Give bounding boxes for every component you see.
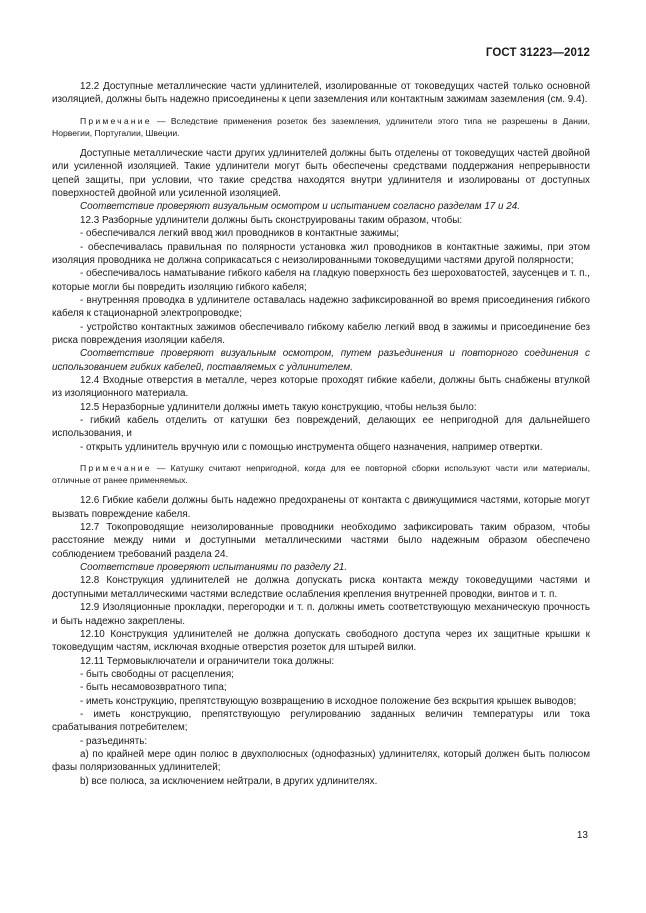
list-item: - обеспечивалась правильная по полярности установка жил проводников в контактные зажимы, при этом изоляция проводника не должна соприкасаться с неизолированными токоведущими частями другой полярности; bbox=[52, 241, 590, 266]
list-item: - разъединять: bbox=[80, 735, 148, 747]
paragraph-12-4: 12.4 Входные отверстия в металле, через которые проходят гибкие кабели, должны быть снабжены втулкой из изоляционного материала. bbox=[52, 374, 590, 400]
list-item: b) все полюса, за исключением нейтрали, в других удлинителях. bbox=[80, 775, 378, 787]
paragraph-12-5: 12.5 Неразборные удлинители должны иметь такую конструкцию, чтобы нельзя было: bbox=[80, 401, 477, 413]
compliance-check-3: Соответствие проверяют испытаниями по разделу 21. bbox=[80, 562, 348, 574]
list-item: - быть свободны от расцепления; bbox=[80, 668, 234, 680]
list-item: - обеспечивалось наматывание гибкого кабеля на гладкую поверхность без шероховатостей, заусенцев и т. п., которые могли бы повредить изоляцию гибкого кабеля; bbox=[52, 268, 590, 293]
list-item: - обеспечивался легкий ввод жил проводников в контактные зажимы; bbox=[80, 228, 399, 240]
paragraph-12-8: 12.8 Конструкция удлинителей не должна допускать риска контакта между токоведущими частями и доступными металлическими частями вследствие ослабления крепления внутренней проводки, винтов и т. п. bbox=[52, 575, 590, 600]
paragraph-12-6: 12.6 Гибкие кабели должны быть надежно предохранены от контакта с движущимися частями, которые могут вызвать повреждение кабеля. bbox=[52, 495, 590, 520]
list-item: - устройство контактных зажимов обеспечивало гибкому кабелю легкий ввод в зажимы и присоединение без риска повреждения изоляции кабеля. bbox=[52, 321, 590, 346]
page-number: 13 bbox=[576, 830, 588, 841]
compliance-check-1: Соответствие проверяют визуальным осмотром и испытанием согласно разделам 17 и 24. bbox=[80, 201, 521, 213]
paragraph-12-10: 12.10 Конструкция удлинителей не должна допускать свободного доступа через их защитные крышки к токоведущим частям, исключая входные отверстия розеток для штырей вилки. bbox=[52, 628, 590, 654]
note-1: Примечание — Вследствие применения розеток без заземления, удлинители этого типа не разрешены в Дании, Норвегии, Португалии, Швеции. bbox=[52, 115, 590, 138]
compliance-check-2: Соответствие проверяют визуальным осмотром, путем разъединения и повторного соединения с использованием гибких кабелей, поставляемых с удлинителем. bbox=[52, 348, 590, 373]
list-item: - иметь конструкцию, препятствующую регулированию заданных величин температуры или тока срабатывания потребителем; bbox=[52, 708, 590, 734]
paragraph-12-3: 12.3 Разборные удлинители должны быть сконструированы таким образом, чтобы: bbox=[80, 214, 463, 226]
note-label: Примечание bbox=[80, 463, 152, 473]
standard-header: ГОСТ 31223—2012 bbox=[485, 47, 590, 59]
list-item: - иметь конструкцию, препятствующую возвращению в исходное положение без вскрытия крышек выводов; bbox=[80, 695, 577, 707]
list-item: - быть несамовозвратного типа; bbox=[80, 682, 227, 694]
list-item: - внутренняя проводка в удлинителе оставалась надежно зафиксированной во время присоединения гибкого кабеля к стационарной электропроводке; bbox=[52, 294, 590, 320]
paragraph-12-7: 12.7 Токопроводящие неизолированные проводники необходимо зафиксировать таким образом, чтобы расстояние между ними и доступными металлическими частями было надежным образом обеспечено соблюдением требований раздела 24. bbox=[52, 522, 590, 560]
paragraph-other-parts: Доступные металлические части других удлинителей должны быть отделены от токоведущих частей двойной или усиленной изоляцией. Такие удлинители могут быть обеспечены средствами поддержания непрерывности цепей защиты, при условии, что такие средства находятся внутри удлинителя и изолированы от доступных поверхностей двойной или усиленной изоляцией. bbox=[52, 148, 590, 200]
paragraph-12-9: 12.9 Изоляционные прокладки, перегородки и т. п. должны иметь соответствующую механическую прочность и быть надежно закреплены. bbox=[52, 602, 590, 627]
paragraph-12-2: 12.2 Доступные металлические части удлинителей, изолированные от токоведущих частей только основной изоляцией, должны быть надежно присоединены к цепи заземления или контактным зажимам заземления (см. 9.4). bbox=[52, 81, 590, 106]
list-item: - открыть удлинитель вручную или с помощью инструмента общего назначения, например отвертки. bbox=[80, 441, 543, 453]
paragraph-12-11: 12.11 Термовыключатели и ограничители тока должны: bbox=[80, 655, 335, 667]
list-item: - гибкий кабель отделить от катушки без повреждений, делающих ее непригодной для дальнейшего использования, и bbox=[52, 414, 590, 440]
document-body bbox=[52, 80, 590, 788]
note-2: Примечание — Катушку считают непригодной, когда для ее повторной сборки используют части или материалы, отличные от ранее применяемых. bbox=[52, 463, 590, 486]
list-item: a) по крайней мере один полюс в двухполюсных (однофазных) удлинителях, который должен быть полюсом фазы поляризованных удлинителей; bbox=[52, 748, 590, 774]
note-label: Примечание bbox=[80, 115, 152, 126]
